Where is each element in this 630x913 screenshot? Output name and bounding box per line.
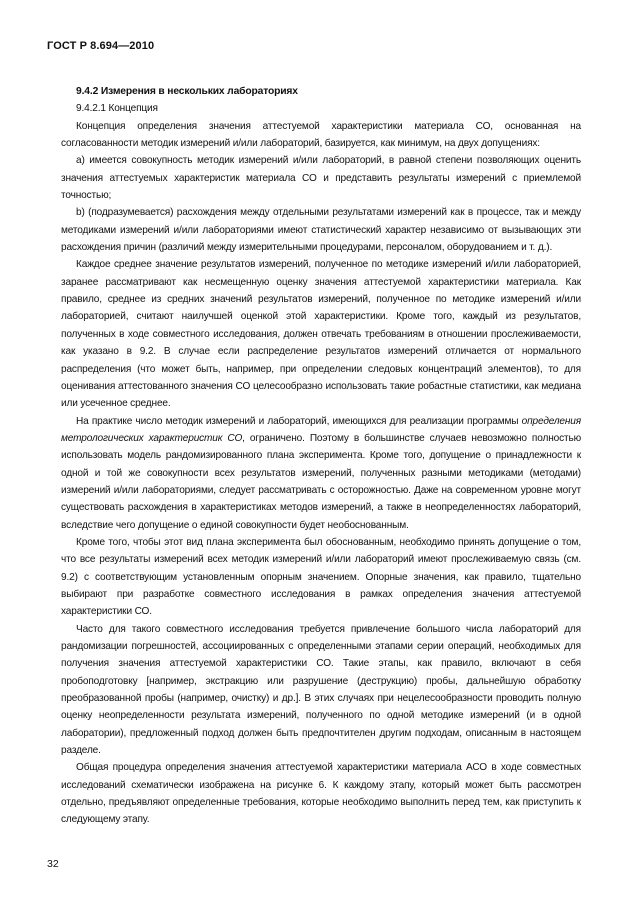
paragraph: Концепция определения значения аттестуемой характеристики материала СО, основанная на согласованности методик измерений и/или лабораторий, базируется, как минимум, на двух допущениях: (61, 120, 581, 150)
paragraph: b) (подразумевается) расхождения между отдельными результатами измерений как в процессе, так и между методиками измерений и/или лабораториями имеют статистический характер независимо от вызывающих эти расхождения причин (различий между измерительными процедурами, персоналом, оборудованием и т. д.). (61, 207, 581, 254)
document-body (61, 83, 581, 829)
italic-term: определения метрологических характеристик СО (61, 415, 581, 444)
paragraph-text: На практике число методик измерений и лабораторий, имеющихся для реализации программы (76, 415, 522, 427)
paragraph: Кроме того, чтобы этот вид плана эксперимента был обоснованным, необходимо принять допущение о том, что все результаты измерений всех методик измерений и/или лабораторий имеют прослеживаемую связь (см. 9.2) с соответствующим установленным опорным значением. Опорные значения, как правило, тщательно выбирают при разработке совместного исследования в рамках определения значения аттестуемой характеристики СО. (61, 536, 581, 618)
document-header: ГОСТ Р 8.694—2010 (47, 40, 155, 52)
paragraph: Часто для такого совместного исследования требуется привлечение большого числа лабораторий для рандомизации погрешностей, ассоциированных с определенными этапами серии операций, необходимых для получения значения аттестуемой характеристики СО. Такие этапы, как правило, включают в себя пробоподготовку [например, экстракцию или разрушение (деструкцию) пробы, дальнейшую обработку преобразованной пробы (например, очистку) и др.]. В этих случаях при нецелесообразности проводить полную оценку неопределенности результата измерений, полученного по одной методике измерений (и в одной лаборатории), предложенный подход должен быть предпочтителен другим подходам, описанным в настоящем разделе. (61, 623, 581, 757)
paragraph (61, 413, 581, 534)
paragraph: Общая процедура определения значения аттестуемой характеристики материала АСО в ходе совместных исследований схематически изображена на рисунке 6. К каждому этапу, который может быть рассмотрен отдельно, предъявляют определенные требования, которые необходимо выполнить перед тем, как приступить к следующему этапу. (61, 762, 581, 826)
subsection-title: 9.4.2.1 Концепция (76, 103, 158, 115)
page-number: 32 (47, 858, 59, 870)
section-title: 9.4.2 Измерения в нескольких лабораториях (76, 86, 298, 97)
paragraph-text: , ограничено. Поэтому в большинстве случаев невозможно полностью использовать модель рандомизированного плана эксперимента. Кроме того, допущение о принадлежности к одной и той же совокупности всех результатов измерений, полученных разными методиками (методами) измерений и/или лабораториями, следует рассматривать с осторожностью. Даже на современном уровне могут существовать расхождения в характеристиках методов измерений, а также в неопределенностях лабораторий, вследствие чего допущение о единой совокупности будет необоснованным. (61, 432, 581, 531)
paragraph: а) имеется совокупность методик измерений и/или лабораторий, в равной степени позволяющих оценить значения аттестуемых характеристик материала СО и представить результаты измерений с приемлемой точностью; (61, 155, 581, 202)
paragraph: Каждое среднее значение результатов измерений, полученное по методике измерений и/или лабораторией, заранее рассматривают как несмещенную оценку значения аттестуемой характеристики материала. Как правило, среднее из средних значений результатов измерений, полученное по методике измерений и/или лабораторией, считают наилучшей оценкой этой характеристики. Кроме того, каждый из результатов, полученных в ходе совместного исследования, должен отвечать требованиям в отношении прослеживаемости, как указано в 9.2. В случае если распределение результатов измерений отличается от нормального распределения (что может быть, например, при определении следовых концентраций элементов), то для оценивания аттестованного значения СО целесообразно использовать такие робастные статистики, как медиана или усеченное среднее. (61, 259, 581, 410)
